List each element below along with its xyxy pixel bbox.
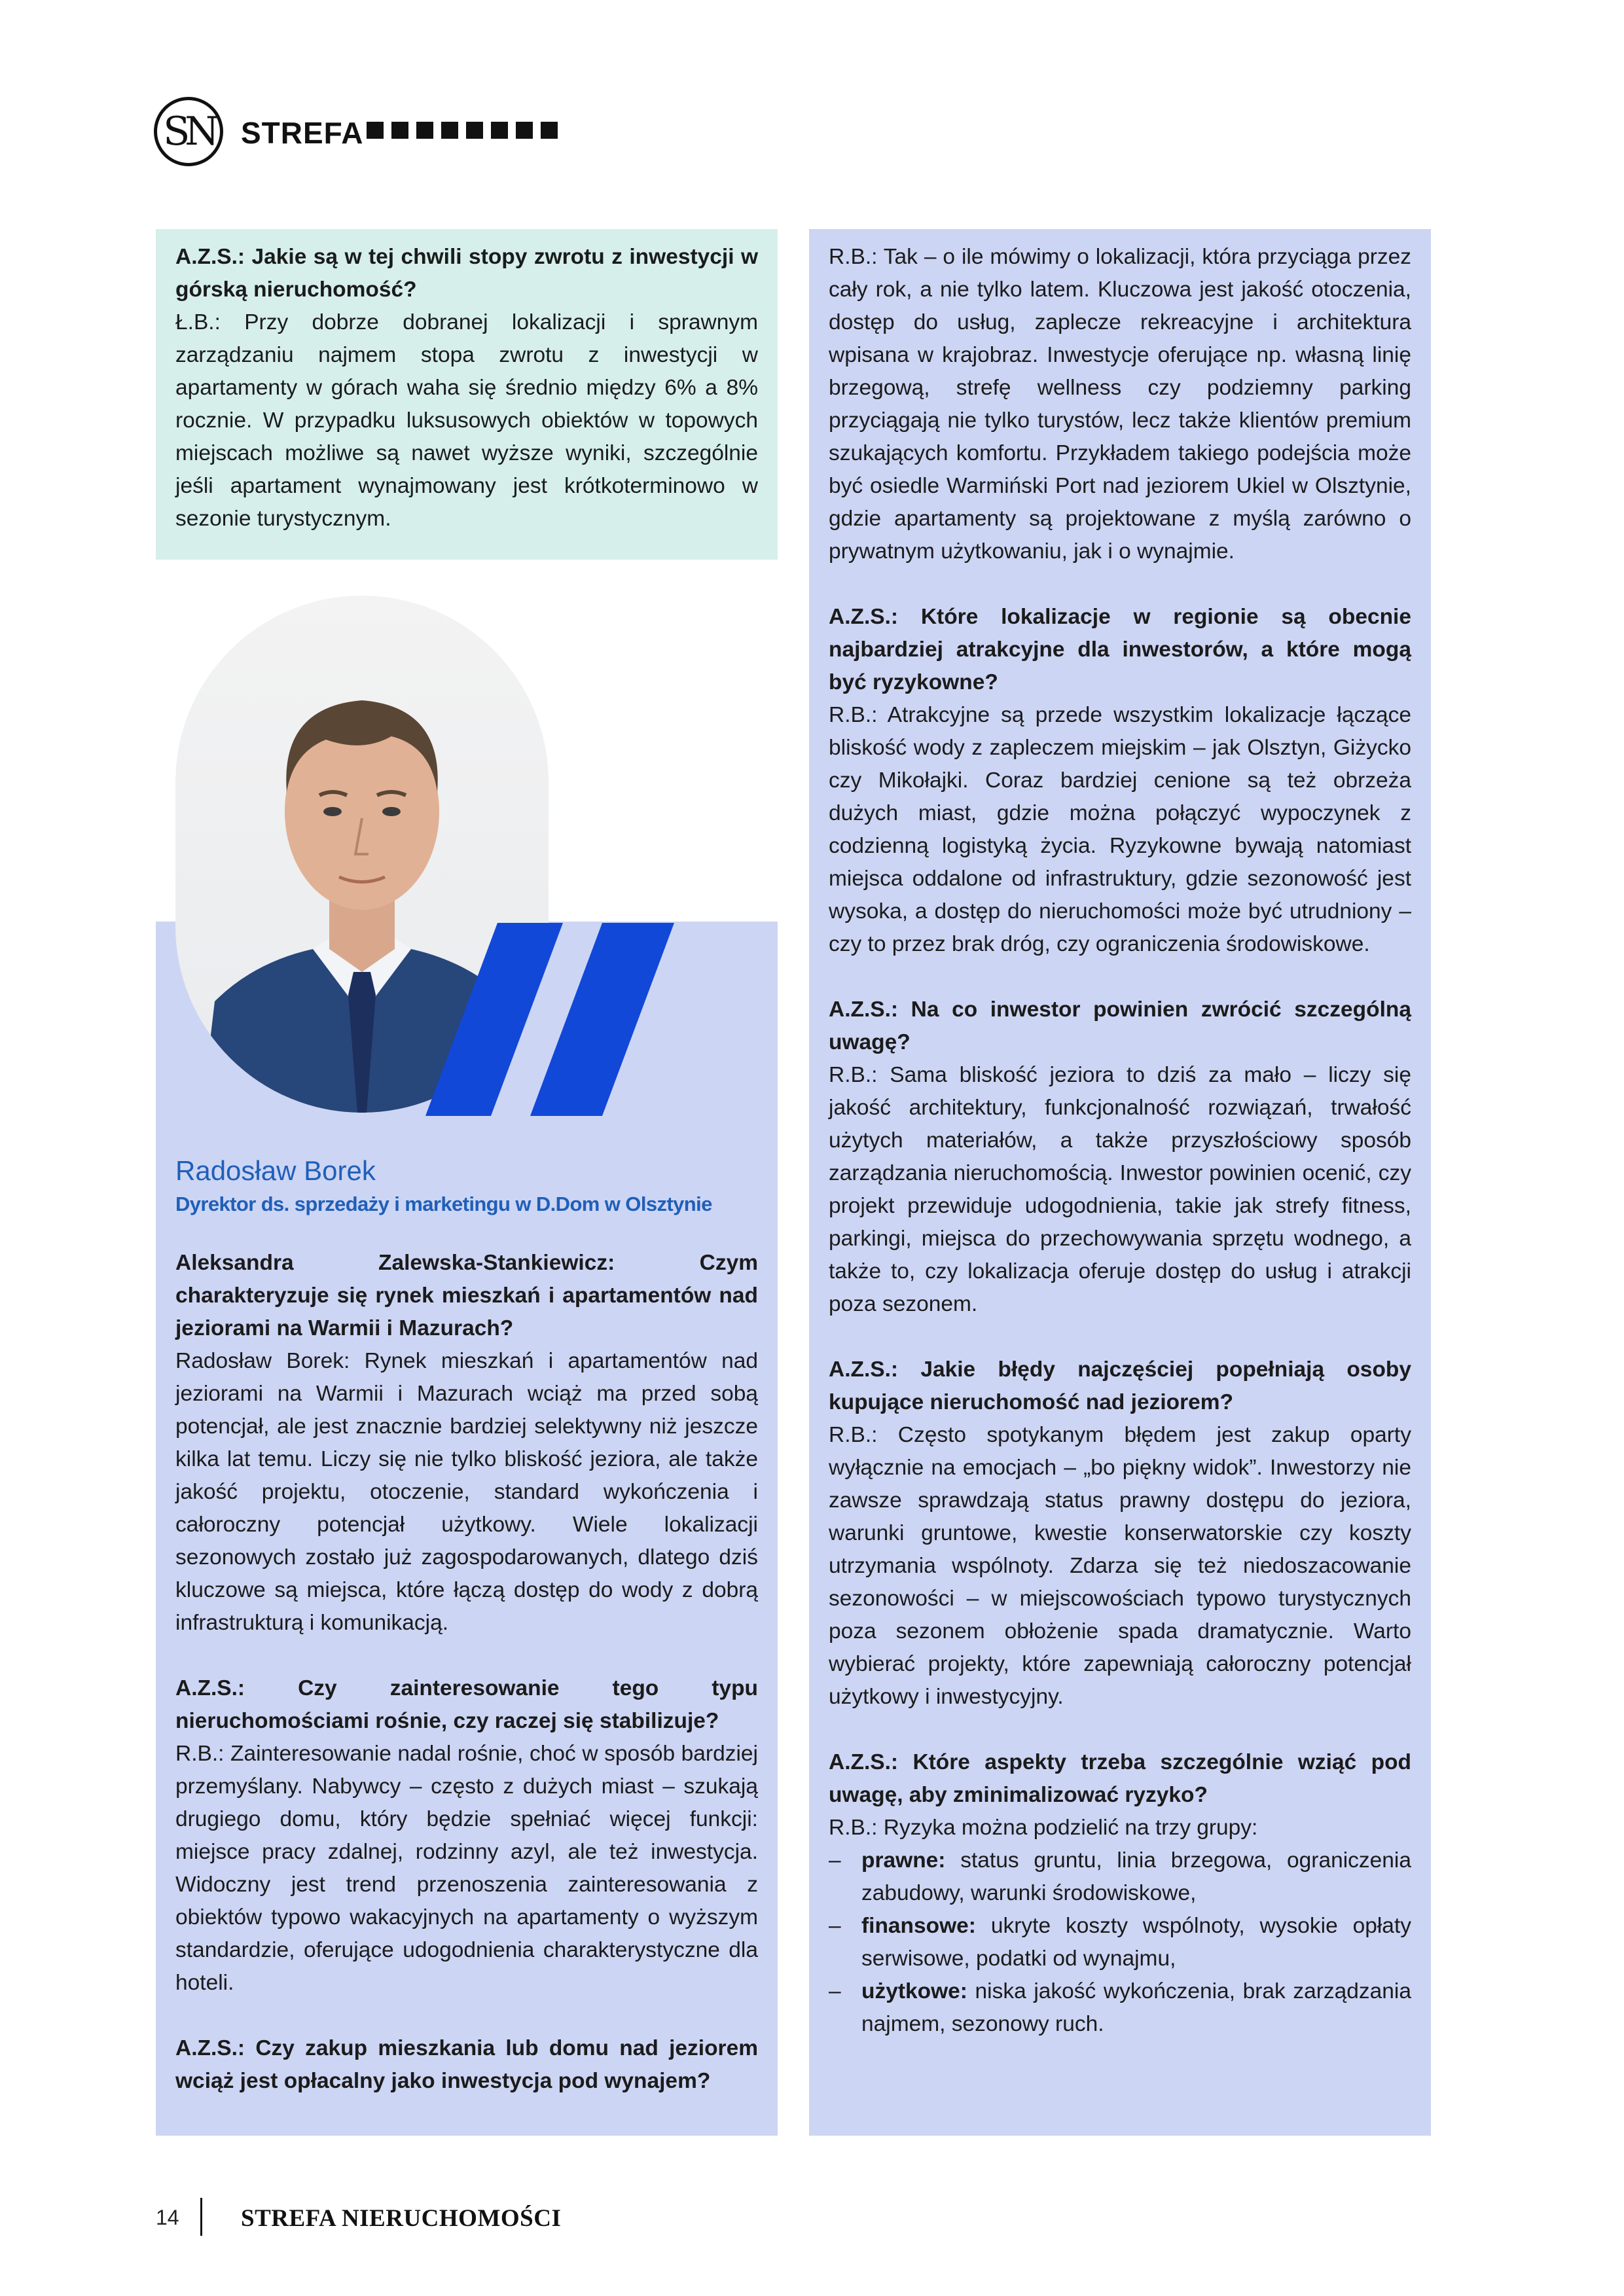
mint-qa-box <box>156 229 778 560</box>
question: A.Z.S.: Jakie błędy najczęściej popełniają osoby kupujące nieruchomość nad jeziorem? <box>829 1357 1411 1414</box>
question: A.Z.S.: Jakie są w tej chwili stopy zwrotu z inwestycji w górską nieruchomość? <box>175 245 758 302</box>
question: A.Z.S.: Które aspekty trzeba szczególnie wziąć pod uwagę, aby zminimalizować ryzyko? <box>829 1750 1411 1807</box>
interviewee-role: Dyrektor ds. sprzedaży i marketingu w D.Dom w Olsztynie <box>175 1193 712 1215</box>
risk-list <box>829 1844 1411 2041</box>
sn-logo: SN <box>154 97 223 166</box>
right-column-panel <box>809 229 1431 2136</box>
header-square <box>466 122 483 139</box>
header-squares <box>367 122 558 139</box>
answer: R.B.: Często spotykanym błędem jest zakup oparty wyłącznie na emocjach – „bo piękny widok”. Inwestorzy nie zawsze sprawdzają status prawny dostępu do jeziora, warunki gruntowe, kwestie konserwatorskie czy koszty utrzymania wspólnoty. Zdarza się też niedoszacowanie sezonowości – w miejscowościach typowo turystycznych poza sezonem obłożenie spada dramatycznie. Warto wybierać projekty, które zapewniają całoroczny potencjał użytkowy i inwestycyjny. <box>829 1423 1411 1709</box>
answer: R.B.: Ryzyka można podzielić na trzy grupy: <box>829 1816 1258 1840</box>
list-item: – prawne: status gruntu, linia brzegowa, ograniczenia zabudowy, warunki środowiskowe, <box>829 1848 1411 1905</box>
header-square <box>416 122 433 139</box>
header-square <box>491 122 508 139</box>
interviewee-name: Radosław Borek <box>175 1155 376 1186</box>
answer: R.B.: Zainteresowanie nadal rośnie, choć w sposób bardziej przemyślany. Nabywcy – często z dużych miast – szukają drugiego domu, który będzie spełniać więcej funkcji: miejsce pracy zdalnej, rodzinny azyl, ale też inwestycja. Widoczny jest trend przenoszenia zainteresowania z obiektów typowo wakacyjnych na apartamenty o wyższym standardzie, oferujące udogodnienia charakterystyczne dla hoteli. <box>175 1742 758 1995</box>
header-square <box>516 122 533 139</box>
page-number: 14 <box>156 2206 179 2229</box>
answer: R.B.: Tak – o ile mówimy o lokalizacji, która przyciąga przez cały rok, a nie tylko latem. Kluczowa jest jakość otoczenia, dostęp do usług, zaplecze rekreacyjne i architektura wpisana w krajobraz. Inwestycje oferujące np. własną linię brzegową, strefę wellness czy podziemny parking przyciągają nie tylko turystów, lecz także klientów premium szukających komfortu. Przykładem takiego podejścia może być osiedle Warmiński Port nad jeziorem Ukiel w Olsztynie, gdzie apartamenty są projektowane z myślą zarówno o prywatnym użytkowaniu, jak i o wynajmie. <box>829 245 1411 564</box>
list-item: – użytkowe: niska jakość wykończenia, brak zarządzania najmem, sezonowy ruch. <box>829 1979 1411 2036</box>
answer: R.B.: Sama bliskość jeziora to dziś za mało – liczy się jakość architektury, funkcjonalność rozwiązań, trwałość użytych materiałów, a także przyszłościowy sposób zarządzania nieruchomością. Inwestor powinien ocenić, czy projekt przewiduje udogodnienia, takie jak strefy fitness, parkingi, miejsca do przechowywania sprzętu wodnego, a także to, czy lokalizacja oferuje dostęp do usług i atrakcji poza sezonem. <box>829 1063 1411 1316</box>
question: Aleksandra Zalewska-Stankiewicz: Czym charakteryzuje się rynek mieszkań i apartamentów nad jeziorami na Warmii i Mazurach? <box>175 1251 758 1340</box>
list-item: – finansowe: ukryte koszty wspólnoty, wysokie opłaty serwisowe, podatki od wynajmu, <box>829 1914 1411 1971</box>
footer-divider <box>200 2198 202 2236</box>
magazine-title: STREFA NIERUCHOMOŚCI <box>241 2205 562 2232</box>
question: A.Z.S.: Które lokalizacje w regionie są obecnie najbardziej atrakcyjne dla inwestorów, a które mogą być ryzykowne? <box>829 605 1411 694</box>
answer: Radosław Borek: Rynek mieszkań i apartamentów nad jeziorami na Warmii i Mazurach wciąż ma przed sobą potencjał, ale jest znacznie bardziej selektywny niż jeszcze kilka lat temu. Liczy się nie tylko bliskość jeziora, ale także jakość projektu, otoczenie, standard wykończenia i całoroczny potencjał użytkowy. Wiele lokalizacji sezonowych zostało już zagospodarowanych, dlatego dziś kluczowe są miejsca, które łączą dostęp do wody z dobrą infrastrukturą i komunikacją. <box>175 1349 758 1635</box>
question: A.Z.S.: Na co inwestor powinien zwrócić szczególną uwagę? <box>829 997 1411 1054</box>
answer: Ł.B.: Przy dobrze dobranej lokalizacji i sprawnym zarządzaniu najmem stopa zwrotu z inwestycji w apartamenty w górach waha się średnio między 6% a 8% rocznie. W przypadku luksusowych obiektów w topowych miejscach możliwe są nawet wyższe wyniki, szczególnie jeśli apartament wynajmowany jest krótkoterminowo w sezonie turystycznym. <box>175 310 758 531</box>
decorative-slashes <box>425 923 674 1116</box>
header-square <box>391 122 408 139</box>
answer: R.B.: Atrakcyjne są przede wszystkim lokalizacje łączące bliskość wody z zapleczem miejskim – jak Olsztyn, Giżycko czy Mikołajki. Coraz bardziej cenione są też obrzeża dużych miast, gdzie można połączyć wypoczynek z codzienną logistyką życia. Ryzykowne bywają natomiast miejsca oddalone od infrastruktury, gdzie sezonowość jest wysoka, a dostęp do nieruchomości może być utrudniony – czy to przez brak dróg, czy ograniczenia środowiskowe. <box>829 703 1411 956</box>
header-square <box>367 122 384 139</box>
header-square <box>541 122 558 139</box>
section-title: STREFA <box>241 116 364 150</box>
question: A.Z.S.: Czy zakup mieszkania lub domu nad jeziorem wciąż jest opłacalny jako inwestycja pod wynajem? <box>175 2036 758 2093</box>
header-square <box>441 122 458 139</box>
left-column-text <box>175 1247 758 2098</box>
question: A.Z.S.: Czy zainteresowanie tego typu nieruchomościami rośnie, czy raczej się stabilizuje? <box>175 1676 758 1733</box>
